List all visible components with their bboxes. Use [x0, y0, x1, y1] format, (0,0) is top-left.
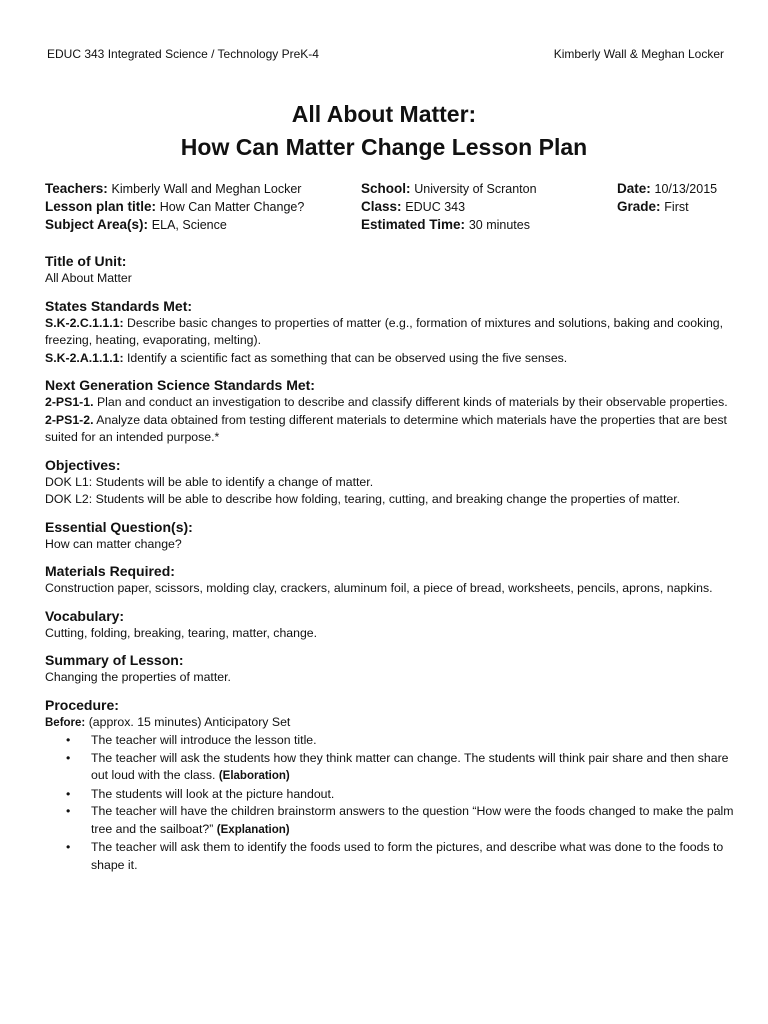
section-essential-question — [45, 518, 735, 554]
standard-item: S.K-2.A.1.1.1: Identify a scientific fact as something that can be observed using the five senses. — [45, 350, 568, 365]
meta-column-3 — [617, 180, 717, 216]
section-heading: Objectives: — [45, 456, 121, 473]
standard-item: S.K-2.C.1.1.1: Describe basic changes to properties of matter (e.g., formation of mixtures and solutions, baking and cooking, freezing, heating, evaporating, melting). — [45, 315, 724, 347]
meta-plan-title: Lesson plan title: How Can Matter Change? — [45, 199, 305, 214]
section-materials — [45, 562, 735, 598]
section-text: Cutting, folding, breaking, tearing, matter, change. — [45, 625, 318, 640]
objective-item: DOK L2: Students will be able to describe how folding, tearing, cutting, and breaking change the properties of matter. — [45, 492, 681, 506]
list-item: • The teacher will ask them to identify the foods used to form the pictures, and describe what was done to the foods to shape it. — [91, 839, 735, 874]
section-text: All About Matter — [45, 271, 132, 285]
section-heading: Essential Question(s): — [45, 518, 193, 535]
section-text: How can matter change? — [45, 536, 182, 551]
section-text: Construction paper, scissors, molding clay, crackers, aluminum foil, a piece of bread, worksheets, pencils, aprons, napkins. — [45, 581, 713, 595]
section-state-standards — [45, 297, 735, 368]
header-course: EDUC 343 Integrated Science / Technology PreK-4 — [47, 47, 319, 61]
section-vocabulary — [45, 607, 735, 643]
meta-column-2 — [361, 180, 537, 234]
list-item: • The students will look at the picture handout. — [91, 786, 735, 804]
section-ngss — [45, 376, 735, 447]
page-title-line-2: How Can Matter Change Lesson Plan — [180, 134, 588, 160]
section-text: Changing the properties of matter. — [45, 670, 231, 684]
section-heading: Next Generation Science Standards Met: — [45, 377, 315, 393]
meta-column-1 — [45, 180, 304, 234]
list-item: • The teacher will have the children brainstorm answers to the question “How were the foods changed to make the palm tree and the sailboat?” (Explanation) — [91, 803, 735, 839]
lesson-body — [45, 252, 735, 883]
meta-grade: Grade: First — [617, 199, 689, 214]
section-heading: States Standards Met: — [45, 297, 193, 314]
section-unit — [45, 252, 735, 288]
section-heading: Materials Required: — [45, 563, 175, 579]
section-heading: Vocabulary: — [45, 607, 125, 624]
procedure-before: Before: (approx. 15 minutes) Anticipatory Set — [45, 714, 291, 729]
list-item: • The teacher will ask the students how they think matter can change. The students will think pair share and then share out loud with the class. (Elaboration) — [91, 750, 735, 786]
meta-school: School: University of Scranton — [361, 181, 537, 196]
meta-time: Estimated Time: 30 minutes — [361, 217, 530, 232]
section-procedure — [45, 696, 735, 875]
objective-item: DOK L1: Students will be able to identify a change of matter. — [45, 474, 374, 489]
meta-date: Date: 10/13/2015 — [617, 181, 718, 196]
section-heading: Procedure: — [45, 696, 119, 713]
section-heading: Title of Unit: — [45, 253, 127, 269]
section-summary — [45, 651, 735, 687]
meta-class: Class: EDUC 343 — [361, 199, 466, 214]
meta-teachers: Teachers: Kimberly Wall and Meghan Locker — [45, 181, 302, 196]
procedure-list — [45, 732, 735, 874]
section-heading: Summary of Lesson: — [45, 652, 184, 668]
page-title-line-1: All About Matter: — [291, 101, 477, 127]
header-authors: Kimberly Wall & Meghan Locker — [553, 47, 724, 61]
standard-item: 2-PS1-2. Analyze data obtained from testing different materials to determine which materials have the properties that are best suited for an intended purpose.* — [45, 412, 727, 444]
standard-item: 2-PS1-1. Plan and conduct an investigation to describe and classify different kinds of materials by their observable properties. — [45, 395, 728, 409]
meta-subject: Subject Area(s): ELA, Science — [45, 217, 227, 232]
section-objectives — [45, 456, 735, 509]
list-item: • The teacher will introduce the lesson title. — [91, 732, 735, 750]
